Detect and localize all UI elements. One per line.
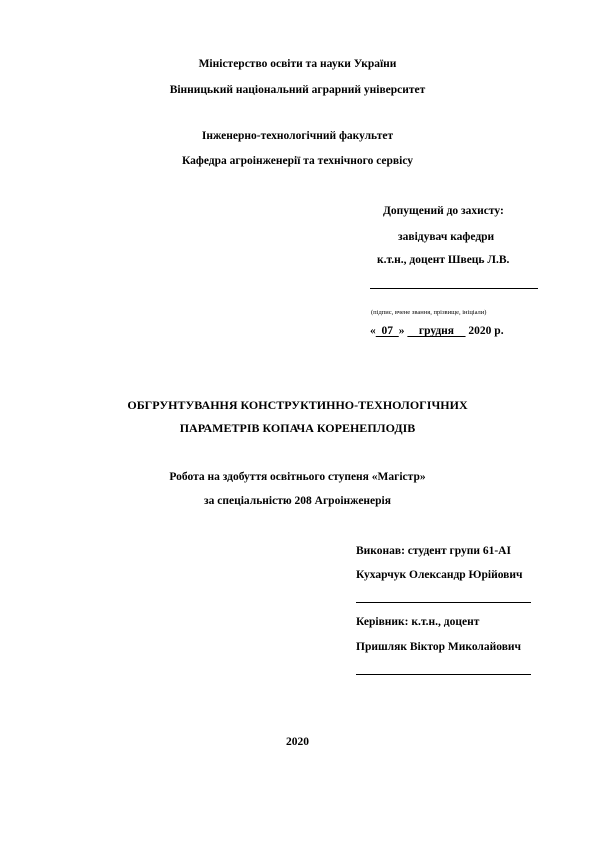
author-label: Виконав: студент групи 61-АІ (356, 545, 511, 557)
signature-caption: (підпис, вчене звання, прізвище, ініціали) (371, 309, 487, 316)
supervisor-name: Пришляк Віктор Миколайович (356, 641, 522, 653)
university-name: Вінницький національний аграрний університет (169, 84, 426, 96)
department-name: Кафедра агроінженерії та технічного сервісу (181, 155, 414, 167)
ministry-name: Міністерство освіти та науки України (198, 58, 397, 70)
date-open-quote: « (370, 325, 376, 337)
specialty-description: за спеціальністю 208 Агроінженерія (204, 495, 391, 507)
thesis-title-line-1: ОБГРУНТУВАННЯ КОНСТРУКТИННО-ТЕХНОЛОГІЧНИХ (127, 398, 468, 412)
date-month: грудня (407, 325, 466, 337)
author-signature-line (356, 602, 531, 603)
thesis-title-line-2: ПАРАМЕТРІВ КОПАЧА КОРЕНЕПЛОДІВ (179, 421, 416, 435)
admitted-to-defense: Допущений до захисту: (383, 205, 504, 217)
approval-date (370, 324, 504, 338)
date-day: 07 (375, 325, 399, 337)
supervisor-label: Керівник: к.т.н., доцент (356, 616, 480, 628)
faculty-name: Інженерно-технологічний факультет (201, 130, 394, 142)
date-close-quote: » (398, 325, 405, 337)
author-name: Кухарчук Олександр Юрійович (356, 569, 523, 581)
signature-line (370, 288, 538, 289)
degree-description: Робота на здобуття освітнього ступеня «Магістр» (169, 471, 426, 483)
supervisor-signature-line (356, 674, 531, 675)
document-year: 2020 (286, 736, 309, 748)
date-year: 2020 р. (468, 325, 504, 337)
head-of-department-title: завідувач кафедри (398, 231, 495, 243)
head-of-department-name: к.т.н., доцент Швець Л.В. (377, 254, 510, 266)
